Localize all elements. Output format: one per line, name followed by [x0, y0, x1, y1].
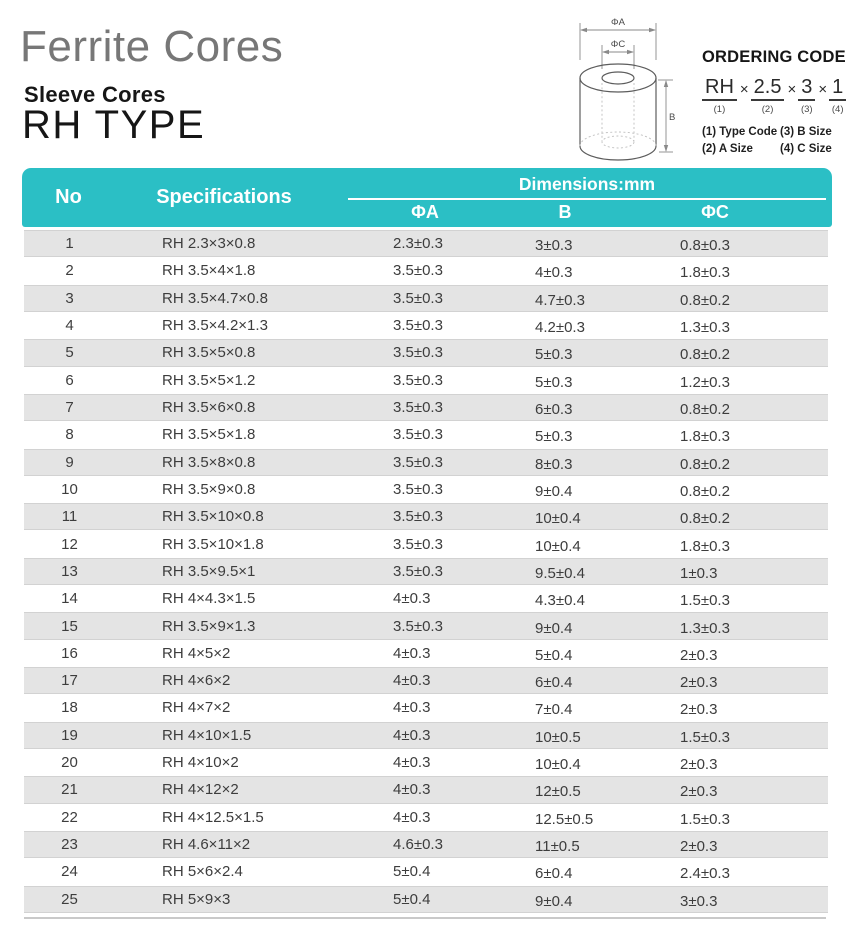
cell-c: 0.8±0.2 [680, 291, 730, 309]
code-part-index: (2) [761, 104, 774, 115]
cell-b: 5±0.4 [535, 646, 573, 664]
cell-no: 9 [65, 453, 74, 471]
cell-c: 1.8±0.3 [680, 264, 730, 282]
diagram-label-phi-c: ΦC [610, 39, 626, 50]
cell-spec: RH 4×5×2 [162, 644, 231, 662]
cell-no: 4 [65, 317, 74, 335]
cell-no: 1 [65, 235, 74, 253]
cell-spec: RH 5×9×3 [162, 890, 231, 908]
cell-b: 5±0.3 [535, 428, 573, 446]
cell-b: 5±0.3 [535, 373, 573, 391]
cell-a: 3.5±0.3 [393, 562, 443, 580]
cell-a: 3.5±0.3 [393, 399, 443, 417]
cell-a: 5±0.4 [393, 863, 431, 881]
cell-no: 12 [61, 535, 78, 553]
cell-b: 4.3±0.4 [535, 592, 585, 610]
cell-b: 8±0.3 [535, 455, 573, 473]
cell-b: 11±0.5 [535, 838, 580, 856]
cell-spec: RH 4×10×2 [162, 754, 239, 772]
cell-c: 0.8±0.2 [680, 455, 730, 473]
code-part-text: 2.5 [751, 77, 785, 101]
ordering-code-title: ORDERING CODE [702, 48, 846, 66]
table-row [24, 312, 828, 339]
cell-c: 2±0.3 [680, 674, 718, 692]
table-row [24, 831, 828, 858]
cell-no: 13 [61, 562, 78, 580]
cell-a: 4±0.3 [393, 808, 431, 826]
legend-entry: (3) B Size [780, 126, 832, 138]
code-part [702, 77, 737, 115]
cell-no: 18 [61, 699, 78, 717]
cell-spec: RH 3.5×9×0.8 [162, 480, 256, 498]
cell-no: 20 [61, 754, 78, 772]
cell-b: 7±0.4 [535, 701, 573, 719]
table-row [24, 476, 828, 503]
cell-a: 3.5±0.3 [393, 371, 443, 389]
code-separator: × [818, 81, 828, 98]
cell-spec: RH 4.6×11×2 [162, 836, 251, 854]
col-header-phi-c: ΦC [701, 202, 729, 222]
cell-a: 4.6±0.3 [393, 836, 443, 854]
cell-c: 1.8±0.3 [680, 537, 730, 555]
cell-c: 2±0.3 [680, 756, 718, 774]
cell-b: 4±0.3 [535, 264, 573, 282]
table-row [24, 339, 828, 366]
table-body [24, 230, 828, 913]
cell-spec: RH 4×6×2 [162, 672, 231, 690]
cell-spec: RH 5×6×2.4 [162, 863, 243, 881]
table-row [24, 530, 828, 557]
table-bottom-rule [24, 917, 826, 919]
cell-spec: RH 3.5×8×0.8 [162, 453, 256, 471]
cell-a: 3.5±0.3 [393, 617, 443, 635]
cell-a: 3.5±0.3 [393, 262, 443, 280]
table-row [24, 804, 828, 831]
code-part-text: 3 [798, 77, 815, 101]
cell-spec: RH 4×4.3×1.5 [162, 590, 256, 608]
diagram-label-phi-a: ΦA [611, 17, 625, 28]
table-row [24, 367, 828, 394]
cell-spec: RH 4×12×2 [162, 781, 239, 799]
cell-b: 4.7±0.3 [535, 291, 585, 309]
col-header-specifications: Specifications [156, 186, 292, 208]
cell-b: 6±0.4 [535, 865, 573, 883]
cell-no: 23 [61, 836, 78, 854]
page-subtitle: Sleeve Cores [24, 82, 166, 107]
cell-b: 10±0.5 [535, 728, 581, 746]
cell-no: 7 [65, 399, 74, 417]
cell-spec: RH 3.5×9.5×1 [162, 562, 256, 580]
cell-b: 4.2±0.3 [535, 319, 585, 337]
cell-c: 2±0.3 [680, 701, 718, 719]
cell-c: 1.5±0.3 [680, 728, 730, 746]
cell-no: 10 [61, 480, 78, 498]
col-header-dimensions-group: Dimensions:mm [518, 174, 656, 194]
cell-spec: RH 4×10×1.5 [162, 726, 252, 744]
table-row [24, 858, 828, 885]
cell-b: 9±0.4 [535, 482, 573, 500]
cell-spec: RH 3.5×4.2×1.3 [162, 317, 268, 335]
table-row [24, 886, 828, 913]
cell-a: 3.5±0.3 [393, 508, 443, 526]
cell-spec: RH 3.5×10×1.8 [162, 535, 264, 553]
cell-c: 0.8±0.2 [680, 482, 730, 500]
cell-spec: RH 3.5×6×0.8 [162, 399, 256, 417]
cell-no: 11 [61, 508, 78, 526]
cell-no: 25 [61, 890, 78, 908]
cell-c: 2±0.3 [680, 646, 718, 664]
code-separator: × [787, 81, 797, 98]
cell-spec: RH 2.3×3×0.8 [162, 235, 256, 253]
cell-spec: RH 3.5×9×1.3 [162, 617, 256, 635]
cell-no: 22 [61, 808, 78, 826]
cell-no: 21 [61, 781, 78, 799]
code-part-index: (3) [800, 104, 813, 115]
col-header-b: B [558, 202, 572, 222]
cell-b: 10±0.4 [535, 537, 581, 555]
code-part-index: (4) [831, 104, 844, 115]
table-row [24, 612, 828, 639]
cell-spec: RH 3.5×5×1.8 [162, 426, 256, 444]
cell-spec: RH 3.5×5×1.2 [162, 371, 256, 389]
table-row [24, 640, 828, 667]
cell-spec: RH 4×7×2 [162, 699, 231, 717]
table-row [24, 503, 828, 530]
cell-no: 6 [65, 371, 74, 389]
cell-b: 10±0.4 [535, 756, 581, 774]
ordering-code [702, 77, 848, 115]
page-title: Ferrite Cores [20, 22, 284, 71]
cell-a: 4±0.3 [393, 754, 431, 772]
cell-c: 1.3±0.3 [680, 619, 730, 637]
cell-c: 3±0.3 [680, 892, 718, 910]
cell-no: 15 [61, 617, 78, 635]
cell-no: 14 [61, 590, 78, 608]
cell-a: 4±0.3 [393, 590, 431, 608]
ordering-code-legend [702, 126, 848, 155]
code-part [798, 77, 815, 115]
cell-c: 1.8±0.3 [680, 428, 730, 446]
cell-no: 8 [65, 426, 74, 444]
cell-a: 3.5±0.3 [393, 480, 443, 498]
table-row [24, 285, 828, 312]
cell-c: 0.8±0.2 [680, 401, 730, 419]
cell-a: 3.5±0.3 [393, 535, 443, 553]
code-part-text: RH [702, 77, 737, 101]
cell-spec: RH 3.5×5×0.8 [162, 344, 256, 362]
cell-b: 9±0.4 [535, 892, 573, 910]
cell-c: 0.8±0.3 [680, 237, 730, 255]
table-row [24, 749, 828, 776]
cell-spec: RH 3.5×4×1.8 [162, 262, 256, 280]
cell-c: 2±0.3 [680, 838, 718, 856]
legend-entry: (4) C Size [780, 143, 832, 155]
cell-c: 1±0.3 [680, 564, 718, 582]
spec-table [22, 168, 832, 919]
cell-spec: RH 3.5×4.7×0.8 [162, 289, 268, 307]
cell-b: 5±0.3 [535, 346, 573, 364]
table-row [24, 257, 828, 284]
cell-no: 2 [65, 262, 74, 280]
table-row [24, 585, 828, 612]
cell-no: 16 [61, 644, 78, 662]
cell-no: 24 [61, 863, 78, 881]
cell-c: 2.4±0.3 [680, 865, 730, 883]
code-part-text: 1 [829, 77, 846, 101]
cell-c: 1.2±0.3 [680, 373, 730, 391]
cell-c: 0.8±0.2 [680, 346, 730, 364]
cell-c: 1.3±0.3 [680, 319, 730, 337]
cell-a: 3.5±0.3 [393, 453, 443, 471]
table-row [24, 776, 828, 803]
col-header-phi-a: ΦA [411, 202, 439, 222]
cell-a: 4±0.3 [393, 781, 431, 799]
legend-entry: (1) Type Code [702, 126, 778, 138]
cell-spec: RH 3.5×10×0.8 [162, 508, 264, 526]
table-row [24, 394, 828, 421]
cell-b: 6±0.4 [535, 674, 573, 692]
col-header-no: No [55, 186, 82, 208]
table-row [24, 667, 828, 694]
cell-a: 3.5±0.3 [393, 317, 443, 335]
cell-no: 19 [61, 726, 78, 744]
code-separator: × [739, 81, 749, 98]
table-row [24, 421, 828, 448]
ordering-code-panel [702, 48, 848, 155]
cell-a: 5±0.4 [393, 890, 431, 908]
cell-a: 4±0.3 [393, 644, 431, 662]
cell-b: 12±0.5 [535, 783, 581, 801]
cell-a: 3.5±0.3 [393, 289, 443, 307]
cell-no: 17 [61, 672, 78, 690]
cell-a: 4±0.3 [393, 672, 431, 690]
diagram-label-b: B [669, 112, 676, 123]
cell-b: 9±0.4 [535, 619, 573, 637]
cell-c: 2±0.3 [680, 783, 718, 801]
legend-entry: (2) A Size [702, 143, 753, 155]
cell-b: 6±0.3 [535, 401, 573, 419]
cell-a: 3.5±0.3 [393, 344, 443, 362]
cell-b: 10±0.4 [535, 510, 581, 528]
table-row [24, 694, 828, 721]
cell-a: 4±0.3 [393, 726, 431, 744]
table-row [24, 722, 828, 749]
cell-b: 9.5±0.4 [535, 564, 585, 582]
code-part [829, 77, 846, 115]
type-title: RH TYPE [22, 103, 206, 147]
sleeve-core-diagram [566, 6, 698, 164]
table-row [24, 449, 828, 476]
cell-a: 2.3±0.3 [393, 235, 443, 253]
table-header [22, 168, 832, 227]
cell-a: 3.5±0.3 [393, 426, 443, 444]
cell-b: 12.5±0.5 [535, 810, 594, 828]
code-part [751, 77, 785, 115]
cell-spec: RH 4×12.5×1.5 [162, 808, 264, 826]
code-part-index: (1) [713, 104, 726, 115]
table-row [24, 230, 828, 257]
cell-no: 5 [65, 344, 74, 362]
cell-a: 4±0.3 [393, 699, 431, 717]
table-row [24, 558, 828, 585]
cell-c: 0.8±0.2 [680, 510, 730, 528]
cell-b: 3±0.3 [535, 237, 573, 255]
cell-c: 1.5±0.3 [680, 592, 730, 610]
cell-c: 1.5±0.3 [680, 810, 730, 828]
cell-no: 3 [65, 289, 74, 307]
